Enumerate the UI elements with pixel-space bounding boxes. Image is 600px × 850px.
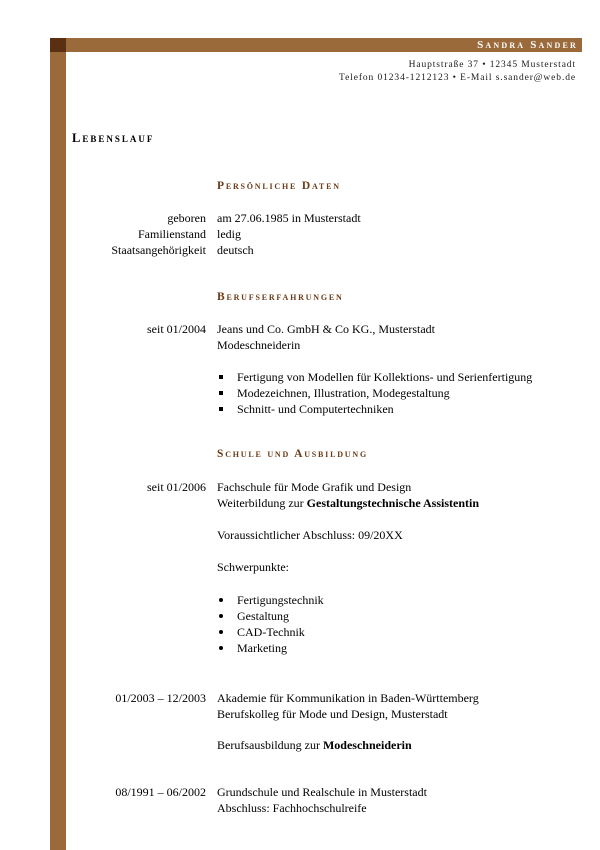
education-1-focus-list <box>217 592 324 656</box>
list-item: Fertigungstechnik <box>217 592 324 608</box>
list-item: Gestaltung <box>217 608 324 624</box>
education-2-date: 01/2003 – 12/2003 <box>115 691 206 705</box>
label-born: geboren <box>167 211 206 225</box>
list-item: Marketing <box>217 640 324 656</box>
section-heading-education: Schule und Ausbildung <box>217 448 368 460</box>
experience-employer: Jeans und Co. GmbH & Co KG., Musterstadt <box>217 322 435 336</box>
page-title: Lebenslauf <box>72 131 155 145</box>
education-3-school: Grundschule und Realschule in Musterstadt <box>217 785 427 799</box>
education-2-school: Akademie für Kommunikation in Baden-Württemberg <box>217 691 479 705</box>
label-marital-status: Familienstand <box>138 227 206 241</box>
education-2-training <box>217 737 412 753</box>
education-1-date: seit 01/2006 <box>147 480 206 494</box>
experience-date: seit 01/2004 <box>147 322 206 336</box>
education-3-degree: Abschluss: Fachhochschulreife <box>217 801 367 815</box>
value-nationality: deutsch <box>217 243 254 257</box>
section-heading-personal: Persönliche Daten <box>217 180 341 192</box>
experience-position: Modeschneiderin <box>217 338 301 352</box>
experience-task-list <box>217 369 532 417</box>
education-1-program-prefix: Weiterbildung zur <box>217 496 307 510</box>
education-2-training-prefix: Berufsausbildung zur <box>217 738 323 752</box>
list-item: Modezeichnen, Illustration, Modegestaltung <box>217 385 532 401</box>
value-born: am 27.06.1985 in Musterstadt <box>217 211 361 225</box>
education-1-school: Fachschule für Mode Grafik und Design <box>217 480 412 494</box>
label-nationality: Staatsangehörigkeit <box>111 243 206 257</box>
education-1-expected-degree: Voraussichtlicher Abschluss: 09/20XX <box>217 528 403 542</box>
list-item: Schnitt- und Computertechniken <box>217 401 532 417</box>
section-heading-experience: Berufserfahrungen <box>217 291 344 303</box>
address-line: Hauptstraße 37 • 12345 Musterstadt <box>408 60 576 70</box>
list-item: CAD-Technik <box>217 624 324 640</box>
education-1-focus-label: Schwerpunkte: <box>217 560 289 574</box>
education-3-date: 08/1991 – 06/2002 <box>115 785 206 799</box>
list-item: Fertigung von Modellen für Kollektions- und Serienfertigung <box>217 369 532 385</box>
education-2-training-title: Modeschneiderin <box>322 738 412 752</box>
education-1-program <box>217 495 479 511</box>
value-marital-status: ledig <box>217 227 241 241</box>
accent-corner <box>50 38 66 52</box>
applicant-name: Sandra Sander <box>477 39 578 51</box>
education-1-program-title: Gestaltungstechnische Assistentin <box>306 496 480 510</box>
left-accent-bar <box>50 38 66 850</box>
contact-line: Telefon 01234-1212123 • E-Mail s.sander@web.de <box>339 73 576 83</box>
education-2-program: Berufskolleg für Mode und Design, Musterstadt <box>217 707 448 721</box>
header-bar <box>66 38 582 52</box>
